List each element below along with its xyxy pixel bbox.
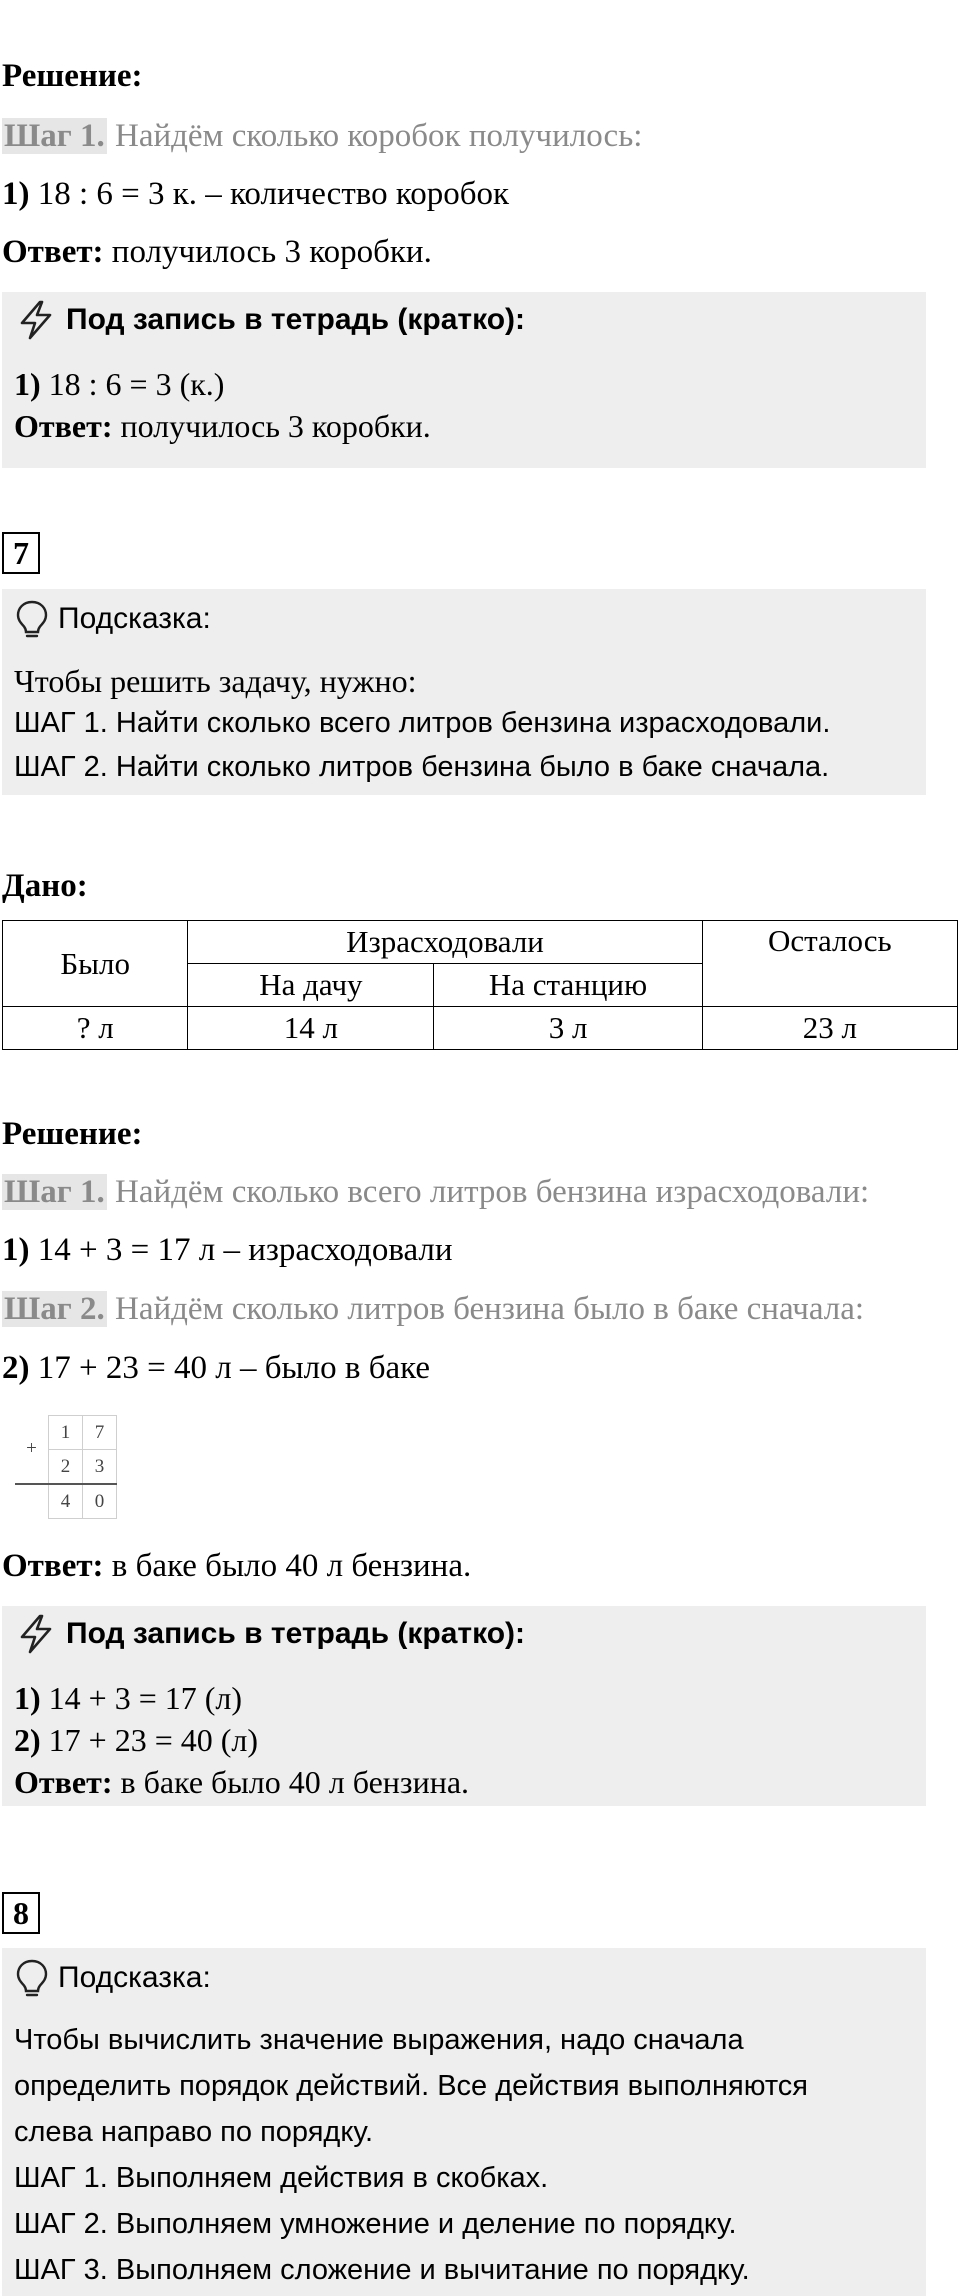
- hint-step-label: ШАГ 2.: [14, 2208, 108, 2240]
- solution-heading: Решение:: [2, 1116, 143, 1152]
- solution-heading: Решение:: [2, 58, 143, 94]
- line-text: 18 : 6 = 3 (к.): [40, 366, 225, 402]
- brief-notes-header: [14, 1610, 525, 1658]
- lightbulb-icon: [14, 599, 50, 639]
- brief-notes-title: Под запись в тетрадь (кратко):: [66, 303, 526, 336]
- header-was: Было: [3, 921, 188, 1007]
- hint-step-text: Выполняем действия в скобках.: [107, 2162, 549, 2194]
- header-spent: Израсходовали: [188, 921, 702, 964]
- calc-result-digit: 4: [49, 1484, 83, 1519]
- line-text: 14 + 3 = 17 (л): [40, 1680, 243, 1716]
- solution-line-1: [2, 176, 509, 213]
- column-addition: [15, 1415, 117, 1519]
- calc-result-digit: 0: [83, 1484, 117, 1519]
- line-number: 1): [2, 176, 30, 212]
- line-number: 2): [14, 1722, 41, 1758]
- solution-line-2: [2, 1350, 430, 1387]
- hint-step-label: ШАГ 1.: [14, 2162, 108, 2194]
- answer-line: [2, 234, 432, 271]
- line-text: 17 + 23 = 40 (л): [40, 1722, 259, 1758]
- line-text: 17 + 23 = 40 л – было в баке: [29, 1350, 430, 1386]
- hint-text-line-1: Чтобы вычислить значение выражения, надо сначала: [14, 2024, 744, 2056]
- line-number: 1): [14, 366, 41, 402]
- line-number: 1): [14, 1680, 41, 1716]
- hint-title: Подсказка:: [58, 602, 211, 635]
- brief-notes-panel: [2, 292, 926, 468]
- brief-line-1: [14, 1680, 242, 1717]
- hint-header: [14, 595, 211, 643]
- calc-digit: 1: [49, 1416, 83, 1450]
- line-number: 1): [2, 1232, 30, 1268]
- hint-step-text: Найти сколько всего литров бензина израсходовали.: [107, 707, 831, 739]
- hint-step-2: [14, 2208, 737, 2241]
- answer-label: Ответ:: [2, 1548, 104, 1584]
- hint-step-text: Выполняем сложение и вычитание по порядку.: [107, 2254, 750, 2286]
- header-left: Осталось: [702, 921, 957, 1007]
- line-text: 14 + 3 = 17 л – израсходовали: [29, 1232, 453, 1268]
- task-number-8: 8: [2, 1892, 40, 1934]
- value-was: ? л: [3, 1007, 188, 1050]
- solution-line-1: [2, 1232, 453, 1269]
- brief-notes-panel: [2, 1606, 926, 1806]
- plus-sign: +: [15, 1416, 49, 1485]
- hint-panel-7: [2, 589, 926, 795]
- answer-text: получилось 3 коробки.: [103, 234, 432, 270]
- subheader-station: На станцию: [434, 964, 702, 1007]
- hint-step-1: [14, 2162, 548, 2195]
- lightbulb-icon: [14, 1958, 50, 1998]
- hint-step-1: [14, 707, 830, 740]
- hint-step-2: [14, 751, 829, 784]
- step-label: Шаг 1.: [4, 1174, 105, 1210]
- brief-answer: [14, 408, 431, 445]
- line-number: 2): [2, 1350, 30, 1386]
- calc-blank: [15, 1484, 49, 1519]
- answer-label: Ответ:: [14, 408, 113, 444]
- step-label: Шаг 1.: [4, 118, 105, 154]
- hint-step-text: Найти сколько литров бензина было в баке сначала.: [107, 751, 830, 783]
- answer-text: в баке было 40 л бензина.: [103, 1548, 472, 1584]
- hint-text-line-2: определить порядок действий. Все действия выполняются: [14, 2070, 808, 2102]
- hint-header: [14, 1954, 211, 2002]
- task-number-7: 7: [2, 532, 40, 574]
- hint-text-line-3: слева направо по порядку.: [14, 2116, 374, 2148]
- value-dacha: 14 л: [188, 1007, 434, 1050]
- calc-digit: 3: [83, 1450, 117, 1485]
- solution-step-2: [2, 1291, 864, 1328]
- answer-label: Ответ:: [2, 234, 104, 270]
- calc-digit: 7: [83, 1416, 117, 1450]
- solution-step-1: [2, 1174, 869, 1211]
- calc-digit: 2: [49, 1450, 83, 1485]
- given-heading: Дано:: [2, 868, 88, 904]
- brief-line-1: [14, 366, 224, 403]
- hint-intro: Чтобы решить задачу, нужно:: [14, 663, 417, 699]
- brief-line-2: [14, 1722, 258, 1759]
- brief-notes-title: Под запись в тетрадь (кратко):: [66, 1617, 526, 1650]
- lightning-icon: [14, 300, 58, 340]
- hint-step-text: Выполняем умножение и деление по порядку.: [107, 2208, 737, 2240]
- answer-text: получилось 3 коробки.: [112, 408, 431, 444]
- solution-step-1: [2, 118, 642, 155]
- brief-notes-header: [14, 296, 525, 344]
- hint-panel-8: [2, 1948, 926, 2296]
- brief-answer: [14, 1764, 469, 1801]
- line-text: 18 : 6 = 3 к. – количество коробок: [29, 176, 510, 212]
- hint-step-3: [14, 2254, 750, 2287]
- lightning-icon: [14, 1614, 58, 1654]
- subheader-dacha: На дачу: [188, 964, 434, 1007]
- step-text: Найдём сколько коробок получилось:: [106, 118, 643, 154]
- hint-step-label: ШАГ 1.: [14, 707, 108, 739]
- step-label: Шаг 2.: [4, 1291, 105, 1327]
- given-table: [2, 920, 958, 1050]
- step-text: Найдём сколько литров бензина было в баке сначала:: [106, 1291, 865, 1327]
- hint-step-label: ШАГ 3.: [14, 2254, 108, 2286]
- answer-label: Ответ:: [14, 1764, 113, 1800]
- step-text: Найдём сколько всего литров бензина израсходовали:: [106, 1174, 870, 1210]
- value-left: 23 л: [702, 1007, 957, 1050]
- hint-title: Подсказка:: [58, 1961, 211, 1994]
- answer-text: в баке было 40 л бензина.: [112, 1764, 470, 1800]
- answer-line: [2, 1548, 471, 1585]
- hint-step-label: ШАГ 2.: [14, 751, 108, 783]
- value-station: 3 л: [434, 1007, 702, 1050]
